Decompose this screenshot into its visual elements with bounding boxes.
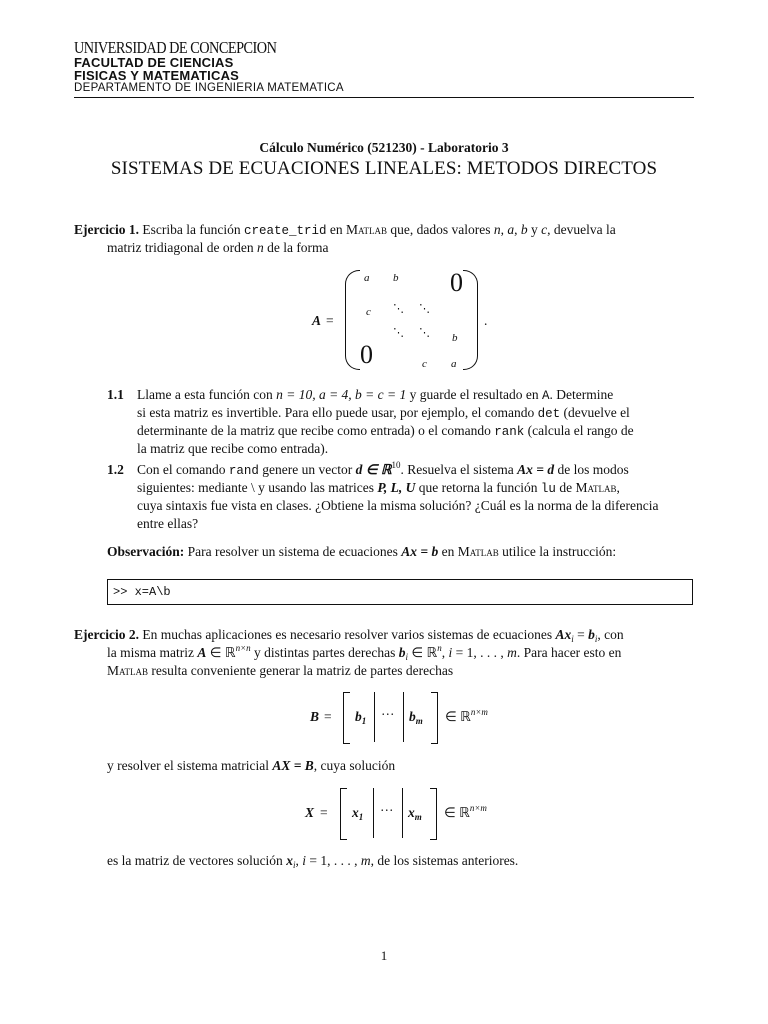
diag-dots: ⋱ [393, 326, 405, 339]
lower-zero: 0 [360, 340, 373, 369]
cell-b: b [393, 272, 399, 284]
faculty-line-2: FISICAS Y MATEMATICAS [74, 68, 240, 83]
ex1-text: de la forma [267, 240, 329, 255]
matrix-eq: = [326, 313, 334, 328]
ex1-line-2: matriz tridiagonal de orden n de la forma [107, 240, 329, 255]
cell-b: b [452, 332, 458, 344]
cell-a: a [364, 272, 370, 284]
ex1-text: Escriba la función [142, 222, 241, 237]
faculty-line-1: FACULTAD DE CIENCIAS [74, 55, 234, 70]
observation: Observación: Para resolver un sistema de ecuaciones Ax = b en Matlab utilice la instrucción: [107, 544, 617, 559]
item-1-2-line-4: entre ellas? [137, 516, 199, 531]
item-1-1-line-4: la matriz que recibe como entrada). [137, 441, 329, 456]
left-bracket [343, 692, 350, 744]
ex1-function-name: create_trid [243, 224, 327, 238]
item-1-2-number: 1.2 [107, 462, 124, 477]
ex1-text: que, dados valores [390, 222, 491, 237]
ex2-label: Ejercicio 2. [74, 627, 139, 642]
matlab-name: Matlab [345, 222, 387, 237]
page-number: 1 [380, 948, 388, 963]
item-1-2-line-2: siguientes: mediante \ y usando las matrices P, L, U que retorna la función lu de Matlab, [137, 480, 620, 496]
x-block-matrix: X = $x_1$ ··· $x_m$ ∈ ℝ$^{n\times m}$ [300, 788, 520, 840]
university-name: UNIVERSIDAD DE CONCEPCION [74, 38, 277, 57]
tridiagonal-matrix [300, 268, 500, 372]
department-name: DEPARTAMENTO DE INGENIERIA MATEMATICA [74, 82, 344, 94]
item-1-2-line-1: Con el comando rand genere un vector d ∈ ℝ$^{10}$. Resuelva el sistema Ax = d de los modos [137, 460, 629, 478]
ex1-text: matriz tridiagonal de orden [107, 240, 254, 255]
b-block-matrix: B = $b_1$ ··· $b_m$ ∈ ℝ$^{n\times m}$ [300, 692, 520, 744]
matrix-period: . [484, 313, 488, 328]
ex2-line-1: Ejercicio 2. En muchas aplicaciones es necesario resolver varios sistemas de ecuaciones $Ax_i = b_i$, con [74, 627, 624, 644]
item-1-1-line-1: Llame a esta función con n = 10, a = 4, b = c = 1 y guarde el resultado en A. Determine [137, 387, 614, 403]
page-title: SISTEMAS DE ECUACIONES LINEALES: METODOS DIRECTOS [110, 158, 658, 179]
left-bracket [340, 788, 347, 840]
item-1-2-line-3: cuya sintaxis fue vista en clases. ¿Obtiene la misma solución? ¿Cuál es la norma de la diferencia [137, 498, 659, 513]
column-separator [373, 788, 374, 838]
code-text: >> x=A\b [113, 585, 171, 599]
code-box [107, 579, 693, 605]
column-separator [403, 692, 404, 742]
right-bracket [431, 692, 438, 744]
ex1-label: Ejercicio 1. [74, 222, 139, 237]
column-separator [402, 788, 403, 838]
diag-dots: ⋱ [419, 302, 431, 315]
course-title: Cálculo Numérico (521230) - Laboratorio 3 [259, 140, 509, 155]
diag-dots: ⋱ [393, 302, 405, 315]
item-1-1-number: 1.1 [107, 387, 124, 402]
ex1-line-1: Ejercicio 1. Escriba la función create_trid en Matlab que, dados valores n, a, b y c, devuelva la [74, 222, 616, 238]
ex2-line-2: la misma matriz A ∈ ℝ$^{n\times n}$ y distintas partes derechas $b_i$ ∈ ℝ$^n$, i = 1, . . . , m. Para hacer esto en [107, 643, 622, 662]
ex2-line-5: es la matriz de vectores solución $x_i$, i = 1, . . . , m, de los sistemas anteriores. [107, 853, 519, 870]
item-1-1-line-2: si esta matriz es invertible. Para ello puede usar, por ejemplo, el comando det (devuelve el [137, 405, 630, 421]
right-bracket [430, 788, 437, 840]
column-separator [374, 692, 375, 742]
cell-c: c [422, 358, 427, 370]
ex2-line-4: y resolver el sistema matricial AX = B, cuya solución [107, 758, 396, 773]
ex1-text: en [329, 222, 343, 237]
ex1-text: devuelva la [553, 222, 616, 237]
item-1-1-line-3: determinante de la matriz que recibe como entrada) o el comando rank (calcula el rango de [137, 423, 634, 439]
header-rule [74, 97, 694, 98]
cell-a: a [451, 358, 457, 370]
right-paren [463, 270, 478, 370]
diag-dots: ⋱ [419, 326, 431, 339]
ex2-line-3: Matlab resulta conveniente generar la matriz de partes derechas [107, 663, 454, 678]
cell-c: c [366, 306, 371, 318]
left-paren [345, 270, 360, 370]
upper-zero: 0 [450, 268, 463, 297]
letterhead [74, 40, 694, 95]
matrix-lhs: A [312, 313, 322, 328]
